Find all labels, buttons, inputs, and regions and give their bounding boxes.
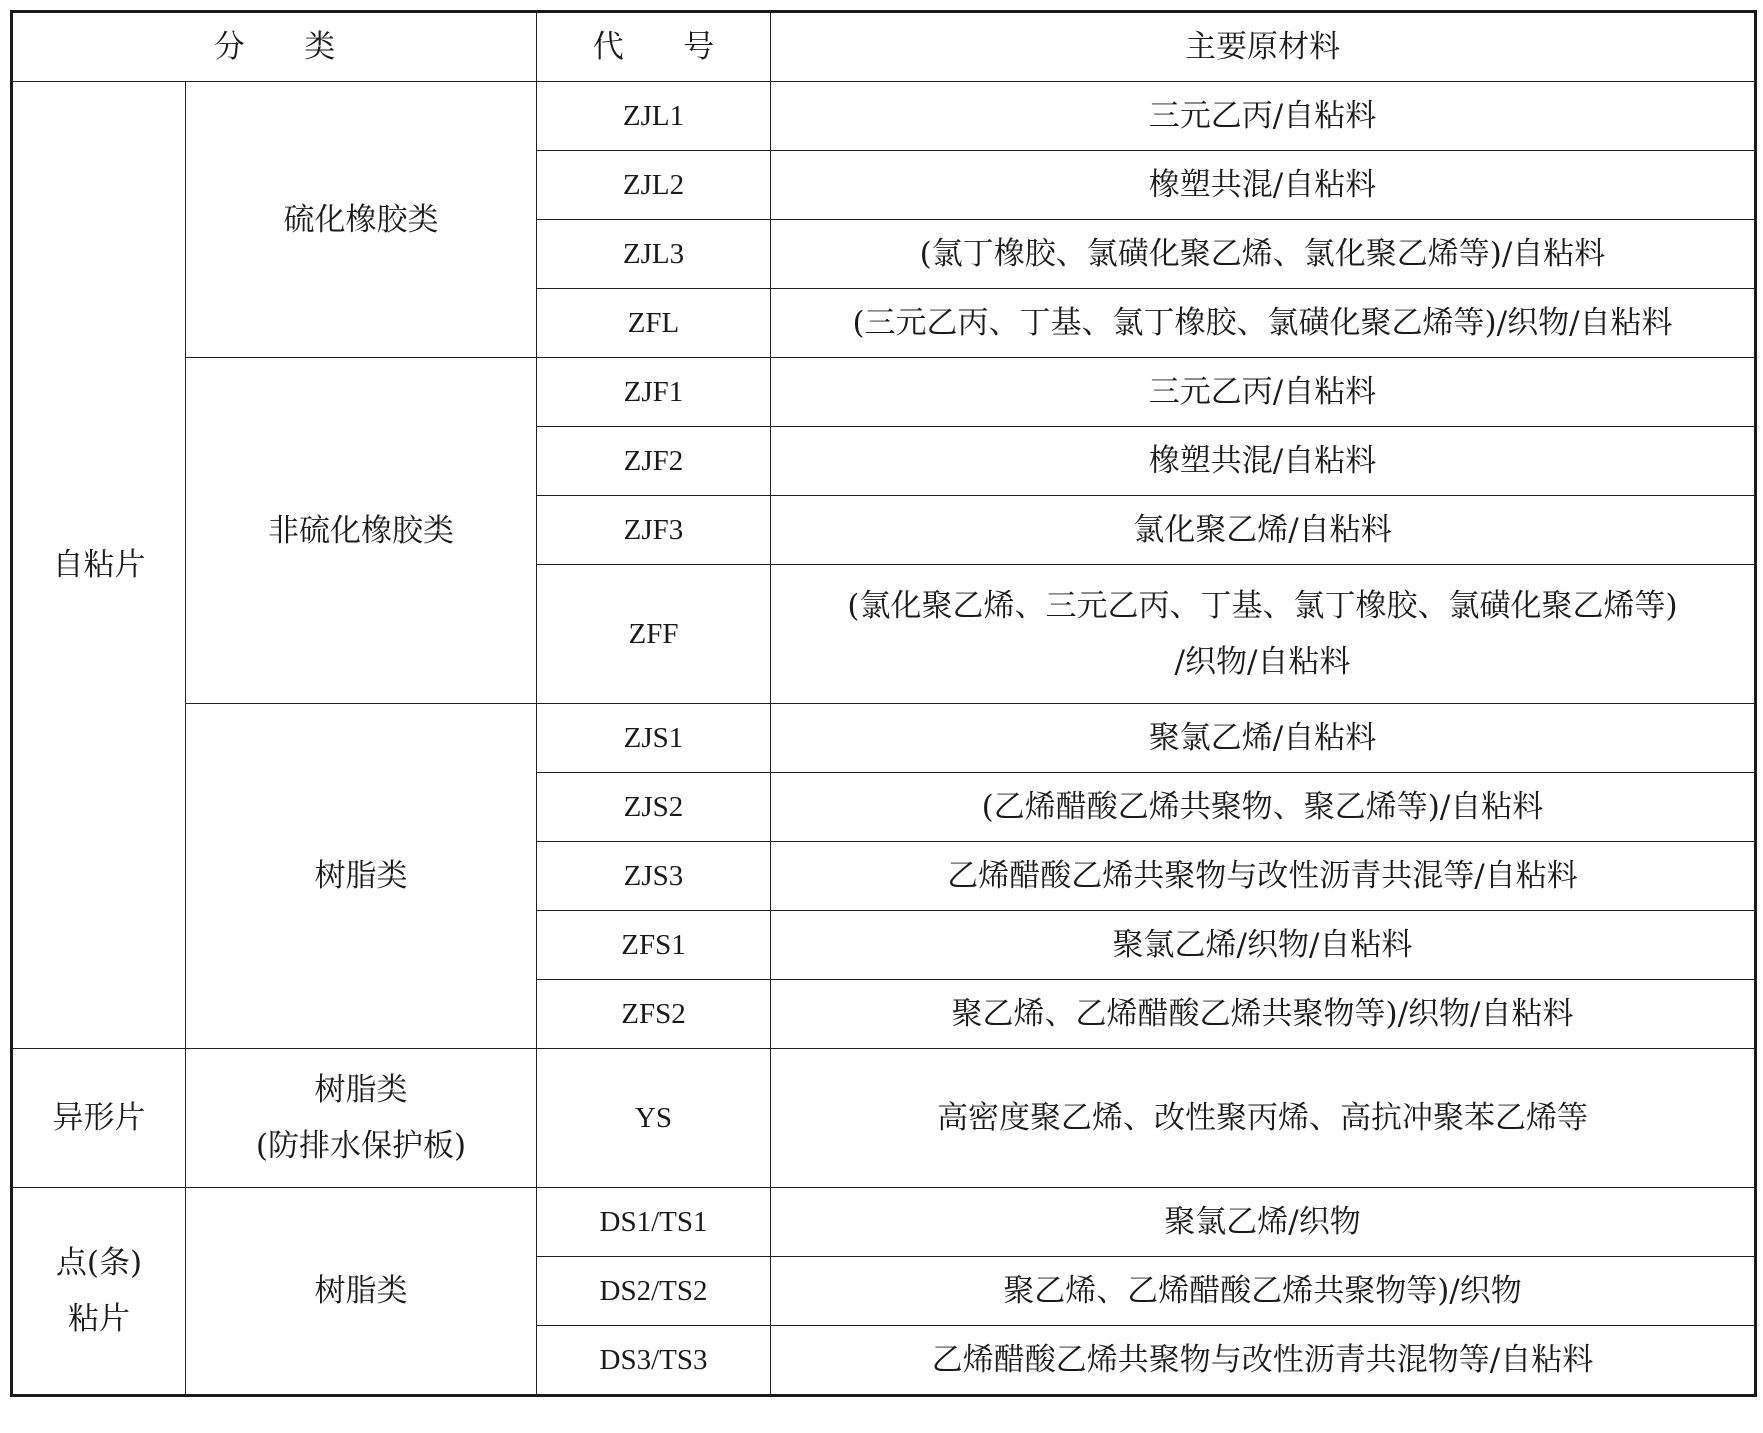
table-row xyxy=(12,1188,1756,1257)
material-cell: 聚乙烯、乙烯醋酸乙烯共聚物等)/织物 xyxy=(771,1257,1756,1326)
code-cell: ZJF1 xyxy=(537,358,771,427)
code-cell: ZFF xyxy=(537,565,771,704)
subgroup-cell-resin-dot: 树脂类 xyxy=(186,1188,537,1396)
subgroup-cell-resin-protection-board xyxy=(186,1049,537,1188)
group-cell-profiled-sheet: 异形片 xyxy=(12,1049,186,1188)
subgroup-cell-non-vulcanized-rubber: 非硫化橡胶类 xyxy=(186,358,537,704)
material-cell: 乙烯醋酸乙烯共聚物与改性沥青共混等/自粘料 xyxy=(771,842,1756,911)
group-cell-self-adhesive: 自粘片 xyxy=(12,82,186,1049)
material-cell: 聚乙烯、乙烯醋酸乙烯共聚物等)/织物/自粘料 xyxy=(771,980,1756,1049)
code-cell: ZJF3 xyxy=(537,496,771,565)
code-cell: DS1/TS1 xyxy=(537,1188,771,1257)
header-category: 分 类 xyxy=(12,12,537,82)
material-cell xyxy=(771,565,1756,704)
material-cell: 聚氯乙烯/织物/自粘料 xyxy=(771,911,1756,980)
material-cell: 聚氯乙烯/自粘料 xyxy=(771,704,1756,773)
code-cell: ZJL2 xyxy=(537,151,771,220)
group-line: 粘片 xyxy=(68,1301,130,1337)
header-material: 主要原材料 xyxy=(771,12,1756,82)
material-cell: 三元乙丙/自粘料 xyxy=(771,82,1756,151)
code-cell: ZJL1 xyxy=(537,82,771,151)
material-line: /织物/自粘料 xyxy=(1174,644,1351,680)
subgroup-cell-resin: 树脂类 xyxy=(186,704,537,1049)
table-row xyxy=(12,1049,1756,1188)
material-cell: (氯丁橡胶、氯磺化聚乙烯、氯化聚乙烯等)/自粘料 xyxy=(771,220,1756,289)
material-cell: 聚氯乙烯/织物 xyxy=(771,1188,1756,1257)
code-cell: DS3/TS3 xyxy=(537,1326,771,1396)
subgroup-cell-vulcanized-rubber: 硫化橡胶类 xyxy=(186,82,537,358)
code-cell: ZJF2 xyxy=(537,427,771,496)
material-line: (氯化聚乙烯、三元乙丙、丁基、氯丁橡胶、氯磺化聚乙烯等) xyxy=(847,588,1678,624)
code-cell: ZFS2 xyxy=(537,980,771,1049)
material-cell: 乙烯醋酸乙烯共聚物与改性沥青共混物等/自粘料 xyxy=(771,1326,1756,1396)
code-cell: ZJS3 xyxy=(537,842,771,911)
material-cell: 橡塑共混/自粘料 xyxy=(771,427,1756,496)
materials-table xyxy=(10,10,1757,1397)
material-cell: 氯化聚乙烯/自粘料 xyxy=(771,496,1756,565)
code-cell: ZFL xyxy=(537,289,771,358)
group-line: 点(条) xyxy=(55,1245,143,1281)
header-code: 代 号 xyxy=(537,12,771,82)
code-cell: ZJL3 xyxy=(537,220,771,289)
subgroup-line: (防排水保护板) xyxy=(255,1128,467,1164)
code-cell: ZJS1 xyxy=(537,704,771,773)
header-row xyxy=(12,12,1756,82)
material-cell: 橡塑共混/自粘料 xyxy=(771,151,1756,220)
table-row xyxy=(12,82,1756,151)
material-cell: (乙烯醋酸乙烯共聚物、聚乙烯等)/自粘料 xyxy=(771,773,1756,842)
material-cell: 高密度聚乙烯、改性聚丙烯、高抗冲聚苯乙烯等 xyxy=(771,1049,1756,1188)
subgroup-line: 树脂类 xyxy=(314,1072,408,1108)
code-cell: YS xyxy=(537,1049,771,1188)
group-cell-dot-strip xyxy=(12,1188,186,1396)
code-cell: ZFS1 xyxy=(537,911,771,980)
material-cell: (三元乙丙、丁基、氯丁橡胶、氯磺化聚乙烯等)/织物/自粘料 xyxy=(771,289,1756,358)
table-row xyxy=(12,704,1756,773)
code-cell: ZJS2 xyxy=(537,773,771,842)
code-cell: DS2/TS2 xyxy=(537,1257,771,1326)
table-row xyxy=(12,358,1756,427)
material-cell: 三元乙丙/自粘料 xyxy=(771,358,1756,427)
